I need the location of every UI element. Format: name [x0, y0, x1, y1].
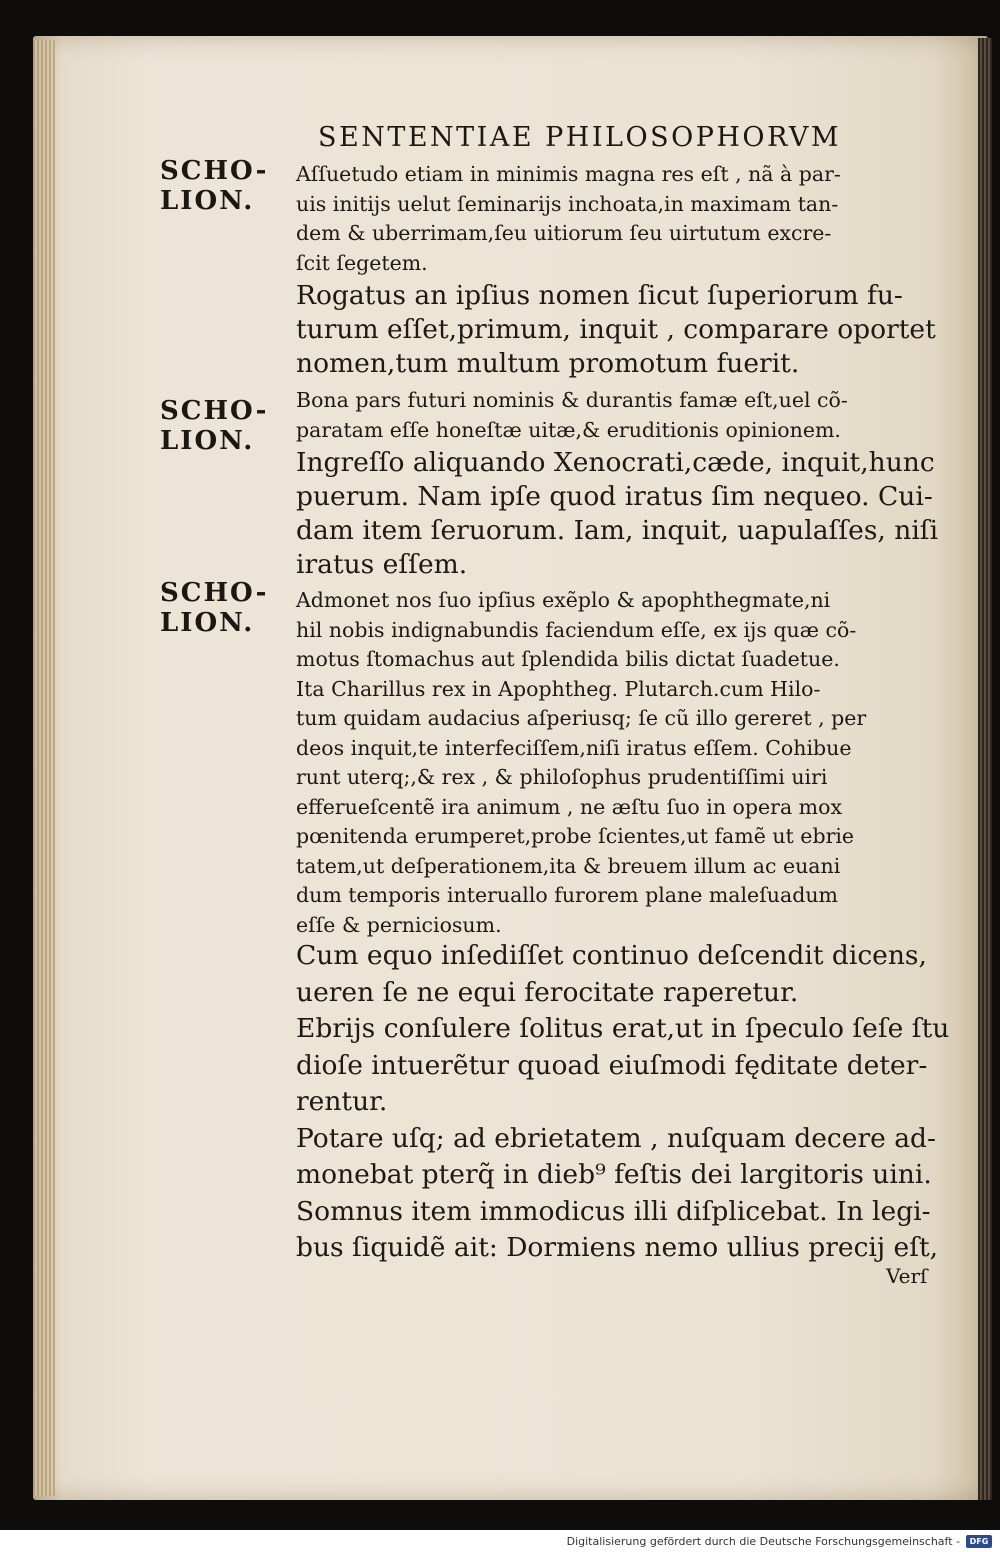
- page-stack-edge: [33, 40, 55, 1496]
- text-line: Ita Charillus rex in Apophtheg. Plutarch.cum Hilo-: [296, 676, 821, 701]
- text-line: Ingreſſo aliquando Xenocrati,cæde, inquit,hunc: [296, 447, 935, 478]
- text-line: dioſe intuerẽtur quoad eiuſmodi fęditate deter-: [296, 1049, 928, 1081]
- scholion-line: SCHO-: [160, 396, 269, 426]
- dfg-logo-icon: DFG: [966, 1535, 992, 1548]
- text-line: tum quidam audacius aſperiusq; ſe cũ illo gereret , per: [296, 706, 867, 730]
- scholion-line: LION.: [160, 426, 255, 456]
- text-line: rentur.: [296, 1086, 388, 1117]
- text-line: paratam eſſe honeſtæ uitæ,& eruditionis opinionem.: [296, 417, 841, 442]
- text-line: hil nobis indignabundis faciendum eſſe, ex ijs quæ cõ-: [296, 617, 857, 642]
- text-line: runt uterq;,& rex , & philoſophus prudentiſſimi uiri: [296, 765, 828, 789]
- text-line: puerum. Nam ipſe quod iratus ſim nequeo. Cui-: [296, 481, 933, 512]
- sentence-text: [296, 938, 950, 1267]
- scholion-text: [296, 586, 946, 940]
- text-line: Potare uſq; ad ebrietatem , nuſquam decere ad-: [296, 1122, 936, 1154]
- text-line: dum temporis interuallo furorem plane maleſuadum: [296, 883, 838, 907]
- text-line: efferueſcentẽ ira animum , ne æſtu ſuo in opera mox: [296, 794, 843, 819]
- text-line: deos inquit,te interfeciſſem,niſi iratus eſſem. Cohibue: [296, 735, 852, 760]
- text-line: uis initijs uelut ſeminarijs inchoata,in maximam tan-: [296, 191, 839, 216]
- scholion-text: [296, 386, 946, 445]
- text-line: bus ſiquidẽ ait: Dormiens nemo ullius precij eſt,: [296, 1232, 939, 1263]
- text-line: dam item ſeruorum. Iam, inquit, uapulaſſes, niſi: [296, 515, 939, 546]
- text-line: ueren ſe ne equi ferocitate raperetur.: [296, 976, 799, 1008]
- funding-credit: Digitalisierung gefördert durch die Deutsche Forschungsgemeinschaft -: [566, 1535, 960, 1548]
- text-line: ſcit ſegetem.: [296, 250, 428, 275]
- scholion-line: LION.: [160, 186, 255, 216]
- text-line: nomen,tum multum promotum fuerit.: [296, 348, 800, 379]
- text-line: eſſe & perniciosum.: [296, 912, 502, 937]
- scholion-label: [160, 396, 290, 456]
- text-line: dem & uberrimam,ſeu uitiorum ſeu uirtutum excre-: [296, 221, 832, 245]
- text-line: monebat pterq̃ in dieb⁹ feſtis dei largitoris uini.: [296, 1159, 932, 1190]
- scholion-text: [296, 160, 946, 278]
- text-line: iratus eſſem.: [296, 549, 468, 580]
- text-line: tatem,ut deſperationem,ita & breuem illum ac euani: [296, 853, 841, 878]
- text-line: Cum equo inſediſſet continuo deſcendit dicens,: [296, 940, 927, 971]
- text-line: pœnitenda erumperet,probe ſcientes,ut famẽ ut ebrie: [296, 824, 855, 848]
- sentence-text: [296, 279, 946, 381]
- scholion-line: LION.: [160, 608, 255, 638]
- page-gutter-edge: [978, 38, 992, 1500]
- text-line: Bona pars futuri nominis & durantis famæ eſt,uel cõ-: [296, 388, 848, 412]
- text-line: Somnus item immodicus illi diſplicebat. In legi-: [296, 1195, 931, 1227]
- scholion-line: SCHO-: [160, 578, 269, 608]
- scholion-line: SCHO-: [160, 156, 269, 186]
- scholion-label: [160, 578, 290, 638]
- text-line: Aſſuetudo etiam in minimis magna res eſt , nã à par-: [296, 162, 841, 186]
- text-line: Ebrijs conſulere ſolitus erat,ut in ſpeculo ſeſe ſtu: [296, 1013, 950, 1044]
- catchword: Verſ: [886, 1264, 928, 1288]
- text-line: motus ſtomachus aut ſplendida bilis dictat ſuadetue.: [296, 647, 840, 671]
- text-line: Admonet nos ſuo ipſius exẽplo & apophthegmate,ni: [296, 588, 831, 612]
- text-line: turum eſſet,primum, inquit , comparare oportet: [296, 314, 936, 345]
- running-head: SENTENTIAE PHILOSOPHORVM: [318, 122, 842, 153]
- sentence-text: [296, 446, 946, 582]
- text-line: Rogatus an ipſius nomen ſicut ſuperiorum fu-: [296, 280, 903, 311]
- scholion-label: [160, 156, 290, 216]
